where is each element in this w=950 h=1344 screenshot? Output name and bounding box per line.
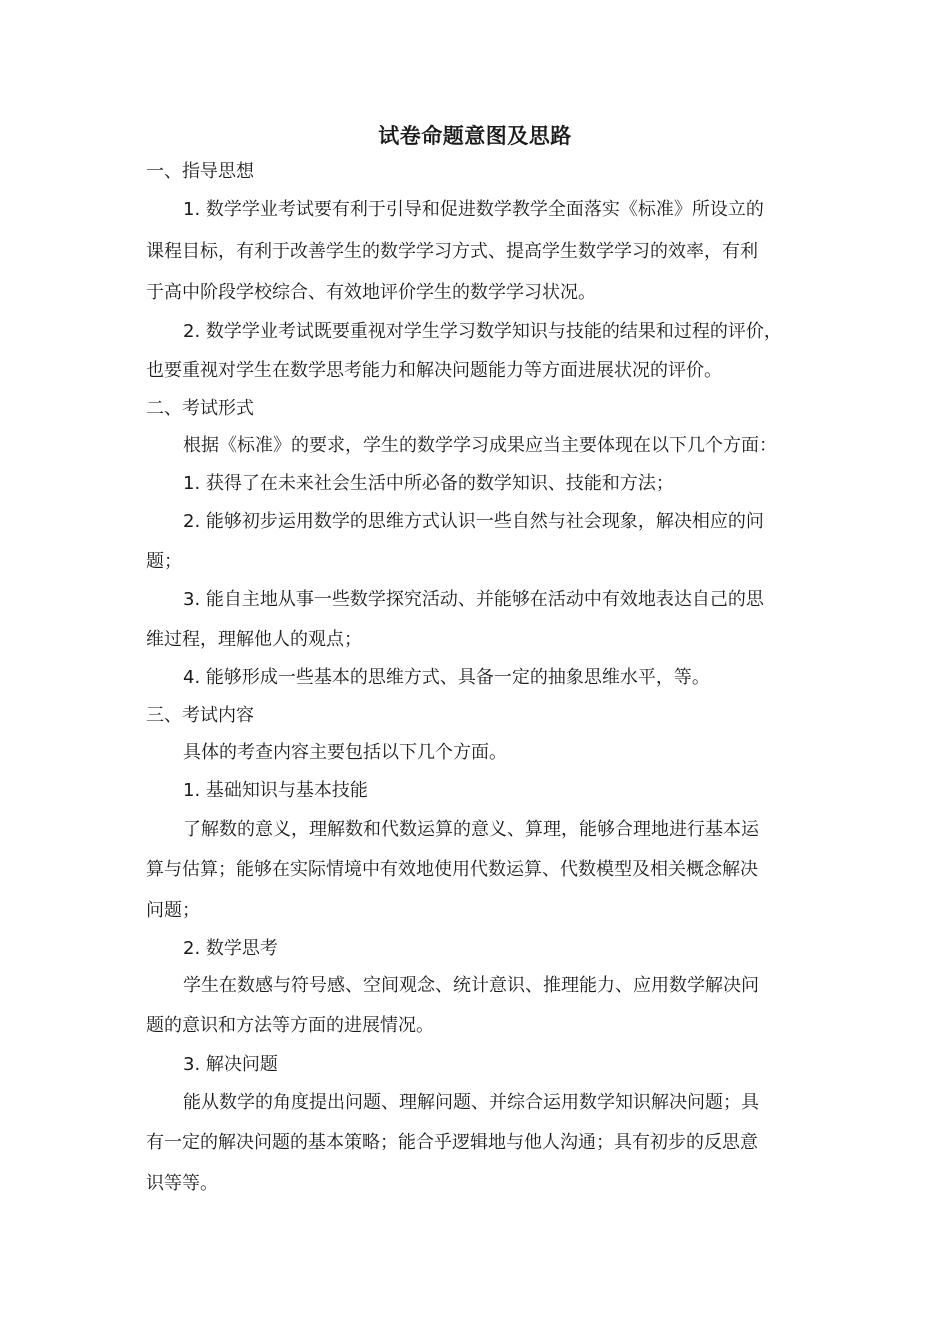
list-item: 2. 能够初步运用数学的思维方式认识一些自然与社会现象，解决相应的问 <box>183 511 764 532</box>
paragraph-line: 能从数学的角度提出问题、理解问题、并综合运用数学知识解决问题；具 <box>183 1092 759 1113</box>
paragraph-line: 课程目标，有利于改善学生的数学学习方式、提高学生数学学习的效率，有利 <box>146 241 758 262</box>
paragraph-line: 根据《标准》的要求，学生的数学学习成果应当主要体现在以下几个方面： <box>183 435 777 456</box>
section-heading-exam-form: 二、考试形式 <box>146 398 254 419</box>
paragraph-line: 2. 数学学业考试既要重视对学生学习数学知识与技能的结果和过程的评价， <box>183 321 782 342</box>
paragraph-line: 问题； <box>146 900 200 921</box>
paragraph-line: 具体的考查内容主要包括以下几个方面。 <box>183 742 507 763</box>
paragraph-line: 识等等。 <box>146 1173 218 1194</box>
paragraph-line: 1. 数学学业考试要有利于引导和促进数学教学全面落实《标准》所设立的 <box>183 199 764 220</box>
list-item: 3. 能自主地从事一些数学探究活动、并能够在活动中有效地表达自己的思 <box>183 589 764 610</box>
list-item: 1. 获得了在未来社会生活中所必备的数学知识、技能和方法； <box>183 473 674 494</box>
paragraph-line: 题； <box>146 551 182 572</box>
paragraph-line: 题的意识和方法等方面的进展情况。 <box>146 1015 434 1036</box>
paragraph-line: 有一定的解决问题的基本策略；能合乎逻辑地与他人沟通；具有初步的反思意 <box>146 1132 758 1153</box>
paragraph-line: 了解数的意义，理解数和代数运算的意义、算理，能够合理地进行基本运 <box>183 819 759 840</box>
document-title: 试卷命题意图及思路 <box>378 124 572 148</box>
list-item: 4. 能够形成一些基本的思维方式、具备一定的抽象思维水平，等。 <box>183 667 710 688</box>
paragraph-line: 也要重视对学生在数学思考能力和解决问题能力等方面进展状况的评价。 <box>146 360 722 381</box>
section-heading-exam-content: 三、考试内容 <box>146 705 254 726</box>
paragraph-line: 于高中阶段学校综合、有效地评价学生的数学学习状况。 <box>146 282 596 303</box>
paragraph-line: 算与估算；能够在实际情境中有效地使用代数运算、代数模型及相关概念解决 <box>146 859 758 880</box>
subsection-heading: 2. 数学思考 <box>183 938 278 959</box>
subsection-heading: 3. 解决问题 <box>183 1054 278 1075</box>
paragraph-line: 维过程，理解他人的观点； <box>146 629 362 650</box>
section-heading-guiding-thought: 一、指导思想 <box>146 161 254 182</box>
subsection-heading: 1. 基础知识与基本技能 <box>183 780 368 801</box>
paragraph-line: 学生在数感与符号感、空间观念、统计意识、推理能力、应用数学解决问 <box>183 975 759 996</box>
